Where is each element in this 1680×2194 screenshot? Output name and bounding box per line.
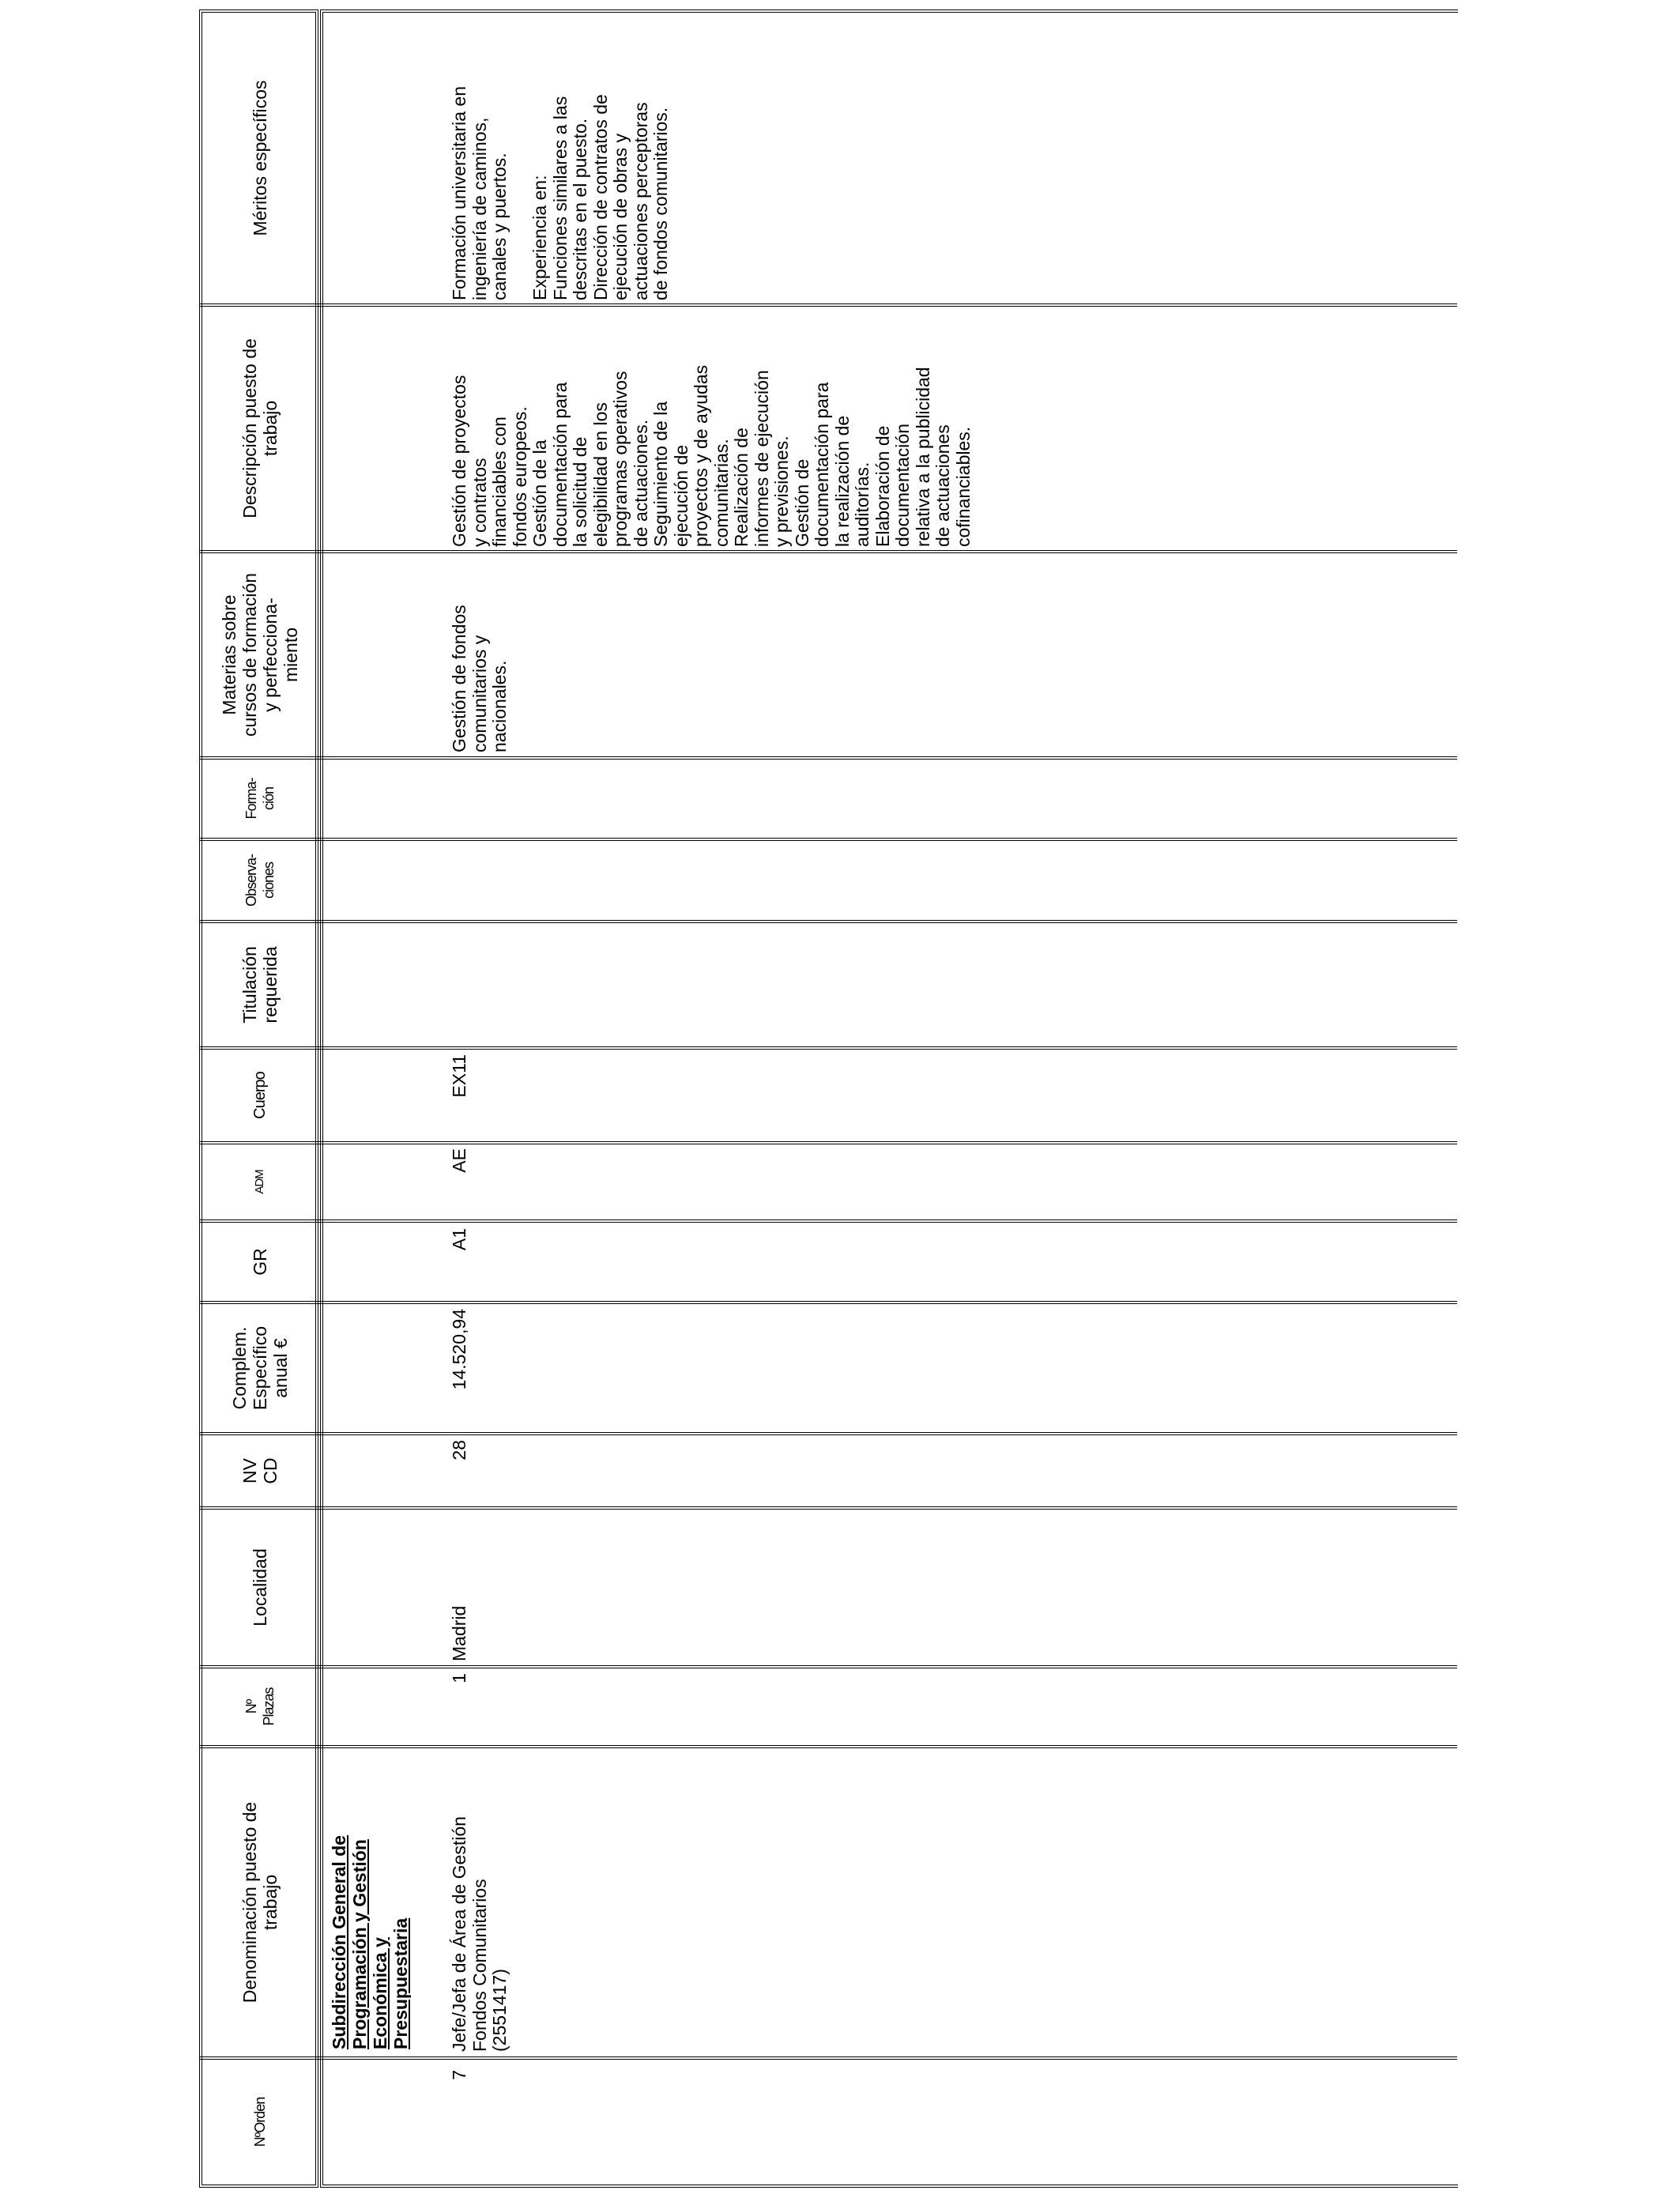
header-observaciones: Observa- ciones [243,854,277,907]
header-orden: NºOrden [251,2097,268,2147]
cell-gr: A1 [449,1228,469,1251]
header-complemento: Complem. Específico anual € [228,1325,291,1411]
cell-materias: Gestión de fondos comunitarios y nacionales. [449,605,510,752]
col-divider [199,920,1457,923]
cell-localidad: Madrid [449,1605,469,1661]
header-adm: ADM [252,1170,266,1194]
col-divider [199,1141,1457,1144]
cell-orden: 7 [449,2070,469,2080]
col-divider [199,1301,1457,1304]
col-divider [199,756,1457,760]
header-nv-cd: NV CD [239,1457,281,1484]
header-titulacion: Titulación requerida [239,946,281,1023]
col-divider [199,1432,1457,1435]
header-plazas: Nº Plazas [243,1687,277,1726]
col-divider [199,303,1457,307]
section-title: Subdirección General de Programación y Gestión Económica y Presupuestaria [329,1835,411,2049]
col-divider [199,1046,1457,1050]
cell-nv-cd: 28 [449,1440,469,1461]
header-denominacion: Denominación puesto de trabajo [239,1801,281,2004]
header-meritos: Méritos específicos [249,80,270,236]
cell-adm: AE [449,1148,469,1173]
col-divider [199,1220,1457,1223]
col-divider [199,1506,1457,1510]
header-formacion: Forma- ción [243,778,277,820]
cell-plazas: 1 [449,1673,469,1683]
header-materias: Materias sobre cursos de formación y perfecciona- miento [218,572,301,737]
cell-denominacion: Jefe/Jefa de Área de Gestión Fondos Comunitarios (2551417) [449,1816,510,2052]
header-cuerpo: Cuerpo [250,1072,269,1119]
col-divider [199,1745,1457,1748]
cell-complemento: 14.520,94 [449,1309,469,1390]
header-gr: GR [249,1248,270,1276]
col-divider [199,1665,1457,1668]
col-divider [199,550,1457,553]
header-descripcion: Descripción puesto de trabajo [239,338,281,518]
cell-meritos: Formación universitaria en ingeniería de caminos, canales y puertos. Experiencia en: Funciones similares a las descritas en el puesto. Dirección de contratos de ejecución de obras y actuaciones perceptoras de fondos comunitarios. [449,85,671,300]
col-divider [199,2056,1457,2060]
cell-cuerpo: EX11 [449,1054,469,1098]
col-divider [199,838,1457,841]
cell-descripcion: Gestión de proyectos y contratos financiables con fondos europeos. Gestión de la documentación para la solicitud de elegibilidad en los programas operativos de actuaciones. Seguimiento de la ejecución de proyectos y de ayudas comunitarias. Realización de informes de ejecución y previsiones. Gestión de documentación para la realización de auditorías. Elaboración de documentación relativa a la publicidad de actuaciones cofinanciables. [449,364,974,547]
rotated-table [193,0,1457,2194]
header-localidad: Localidad [249,1548,270,1627]
